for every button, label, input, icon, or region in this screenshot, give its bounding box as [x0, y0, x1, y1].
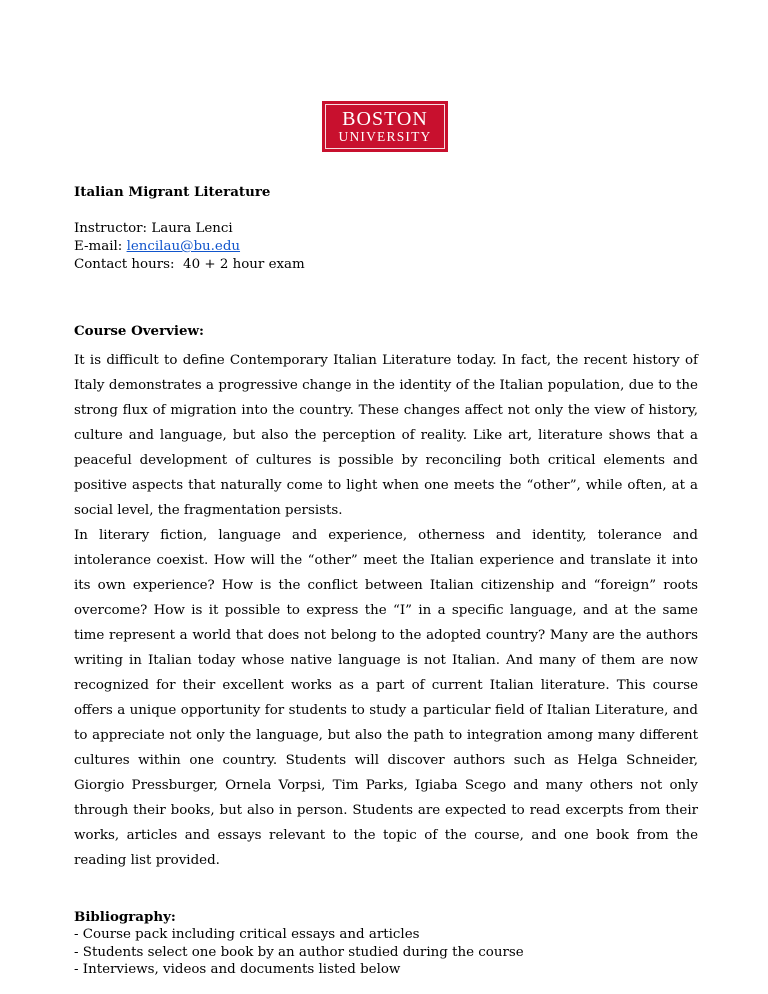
overview-paragraph-1: It is difficult to define Contemporary Italian Literature today. In fact, the recent history of Italy demonstrates a progressive change in the identity of the Italian population, due to the strong flux of migration into the country. These changes affect not only the view of history, culture and language, but also the perception of reality. Like art, literature shows that a peaceful development of cultures is possible by reconciling both critical elements and positive aspects that naturally come to light when one meets the “other”, while often, at a social level, the fragmentation persists. — [74, 353, 698, 518]
bibliography-item: - Students select one book by an author studied during the course — [74, 944, 524, 960]
course-info — [74, 220, 698, 274]
instructor-label: Instructor: — [74, 221, 152, 236]
boston-university-logo — [322, 101, 448, 152]
email-label: E-mail: — [74, 239, 127, 254]
overview-heading: Course Overview: — [74, 323, 204, 339]
syllabus-content — [74, 183, 698, 979]
bibliography-heading: Bibliography: — [74, 909, 176, 925]
bibliography-list — [74, 926, 698, 979]
bibliography-item: - Course pack including critical essays and articles — [74, 927, 420, 942]
instructor-name: Laura Lenci — [151, 221, 233, 236]
logo-line-boston: BOSTON — [342, 107, 428, 130]
contact-hours-label: Contact hours: — [74, 257, 179, 272]
contact-hours-line — [74, 256, 698, 274]
email-line — [74, 238, 698, 256]
email-link[interactable]: lencilau@bu.edu — [126, 239, 241, 254]
logo-line-university: UNIVERSITY — [338, 128, 432, 144]
logo-frame — [325, 104, 445, 149]
contact-hours-value: 40 + 2 hour exam — [178, 257, 305, 272]
course-title: Italian Migrant Literature — [74, 184, 271, 200]
overview-paragraph-2: In literary fiction, language and experience, otherness and identity, tolerance and intolerance coexist. How will the “other” meet the Italian experience and translate it into its own experience? How is the conflict between Italian citizenship and “foreign” roots overcome? How is it possible to express the “I” in a specific language, and at the same time represent a world that does not belong to the adopted country? Many are the authors writing in Italian today whose native language is not Italian. And many of them are now recognized for their excellent works as a part of current Italian literature. This course offers a unique opportunity for students to study a particular field of Italian Literature, and to appreciate not only the language, but also the path to integration among many different cultures within one country. Students will discover authors such as Helga Schneider, Giorgio Pressburger, Ornela Vorpsi, Tim Parks, Igiaba Scego and many others not only through their books, but also in person. Students are expected to read excerpts from their works, articles and essays relevant to the topic of the course, and one book from the reading list provided. — [74, 528, 698, 868]
instructor-line — [74, 220, 698, 238]
bibliography-item: - Interviews, videos and documents listed below — [74, 962, 401, 977]
